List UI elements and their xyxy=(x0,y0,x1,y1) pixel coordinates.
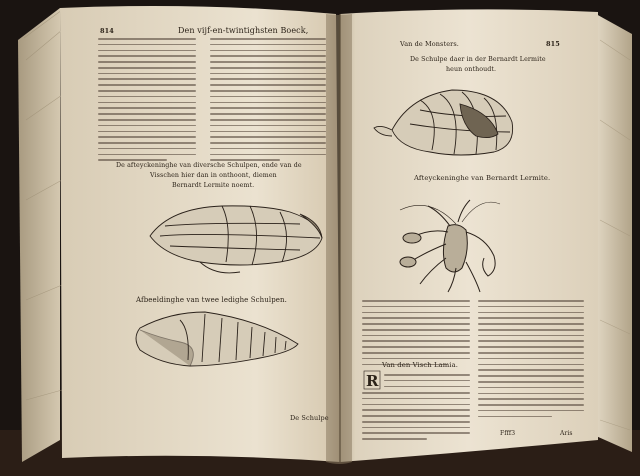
right-figure-caption: Afteyckeninghe van Bernardt Lermite. xyxy=(414,174,551,182)
drop-cap: R xyxy=(366,372,379,390)
right-column-1-text-continued xyxy=(384,374,470,391)
right-section-title: Van den Visch Lamia. xyxy=(382,361,458,369)
right-running-head: Van de Monsters. xyxy=(400,40,459,48)
right-caption-heading-2: heun onthoudt. xyxy=(446,66,497,73)
left-caption-heading-3: Bernardt Lermite noemt. xyxy=(172,182,255,189)
right-catchword: Aris xyxy=(560,430,573,437)
left-column-1-text xyxy=(98,38,196,165)
right-column-1-text xyxy=(362,300,470,369)
left-figure-caption: Afbeeldinghe van twee ledighe Schulpen. xyxy=(136,296,287,304)
left-running-head: Den vijf-en-twintighsten Boeck, xyxy=(178,26,309,35)
left-catchword: De Schulpe xyxy=(290,414,329,422)
left-page-number: 814 xyxy=(100,27,114,35)
right-column-1-text-lower xyxy=(362,392,470,444)
right-column-2-text xyxy=(478,300,584,421)
left-column-2-text xyxy=(210,38,326,165)
left-caption-heading-2: Visschen hier dan in onthoont, diemen xyxy=(150,172,277,179)
signature-mark: Ffff3 xyxy=(500,430,516,437)
right-page-number: 815 xyxy=(546,40,560,48)
left-caption-heading-1: De afteyckeninghe van diversche Schulpen, ende van de xyxy=(116,162,302,169)
right-caption-heading-1: De Schulpe daer in der Bernardt Lermite xyxy=(410,56,546,63)
